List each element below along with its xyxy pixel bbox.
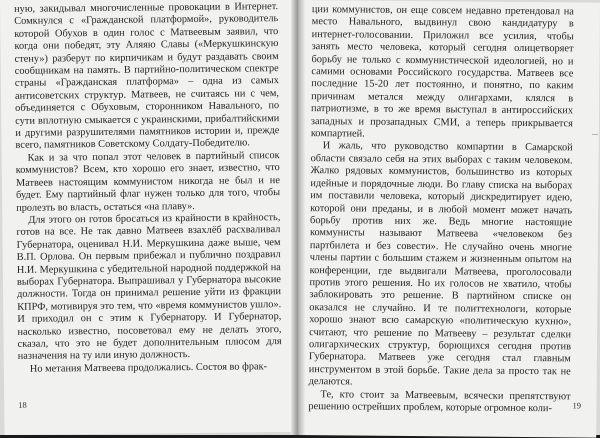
edge-mark: ... [592,128,598,137]
book-gutter [291,0,305,435]
right-page [296,0,600,438]
page-number-left: 18 [18,399,27,410]
left-page-text [14,1,282,376]
paragraph: И жаль, что руководство компартии в Самарской области связало себя на этих выборах с таким человеком. Жалко рядовых коммунистов, большинство из которых идейные и порядочные люди. Во главу списка на выборах им поставили человека, который дискредитирует идею, которой они преданы, и в любой момент может начать борьбу против них же. Ведь многие настоящие коммунисты называют Матвеева «человеком без партбилета и без совести». Не случайно очень многие члены партии с большим стажем и жизненным опытом на конференции, где выдвигали Матвеева, проголосовали против этого решения. Но их голосов не хватило, чтобы заблокировать это решение. В партийном списке он оказался не случайно. И те политтехнологи, которые хорошо знают всю самарскую «политическую кухню», считают, что решение по Матвееву – результат сделки олигархических структур, борющихся сегодня против Губернатора. Матвеев уже сегодня стал главным инструментом в этой борьбе. Такие дела за просто так не делаются. [308,140,573,388]
page-number-right: 19 [572,400,582,411]
paragraph: Но метания Матвеева продолжались. Состоя во фрак- [29,361,268,375]
left-page [0,0,301,435]
paragraph: ции коммунистов, он еще совсем недавно претендовал на место Навального, выдвинул свою кандидатуру в интернет-голосовании. Приложил все усилия, чтобы занять место человека, который сегодня олицетворяет борьбу не только с коммунистической идеологией, но и самими основами Российского государства. Матвеев все последние 15-20 лет постоянно, и понятно, по каким причинам метался между олигархами, клялся в патриотизме, в то же время выступал в антироссийских западных и прозападных СМИ, а теперь прикрывается компартией. [310,4,574,140]
paragraph: Как и за что попал этот человек в партийный список коммунистов? Всем, кто хорошо его знает, известно, что Матвеев настоящим коммунистом никогда не был и не будет. Ему партийный флаг нужен только для того, чтобы пролезть во власть, остаться «на плаву». [15,149,281,214]
paragraph: Для этого он готов бросаться из крайности в крайность, готов на все. Не так давно Матвеев взахлёб расхваливал Губернатора, оценивал Н.И. Меркушкина даже выше, чем В.П. Орлова. Он первым прибежал и публично поздравил Н.И. Меркушкина с убедительной народной поддержкой на выборах Губернатора. Выпрашивал у Губернатора высокие должности. Тогда он принимал решение уйти из фракции КПРФ, мотивируя это тем, что «время коммунистов ушло». И приходил он с этим к Губернатору. И Губернатор, насколько известно, посоветовал ему не делать этого, сказал, что это не будет дополнительным плюсом для назначения на ту или иную должность. [16,211,282,363]
right-page-text [308,4,574,416]
paragraph: Те, кто стоит за Матвеевым, всячески препятствуют решению острейших проблем, которые огромное коли- [308,388,571,415]
paragraph: ную, закидывал многочисленные провокации в Интернет. Сомкнулся с «Гражданской платформой», руководитель которой Обухов в один голос с Матвеевым заявил, что когда они победят, эту Аляяю Славы («Меркушкинскую стену») разберут по кирпичикам и будут раздавать своим сообщникам на память. В партийно-политическом спектре страны «Гражданская платформа» – одна из самых антисоветских структур. Матвеев, не считаясь ни с чем, объединяется с Обуховым, сторонником Навального, по сути вплотную смыкается с украинскими, прибалтийскими и другими разрушителями памятников истории и, прежде всего, памятников Советскому Солдату-Победителю. [14,1,280,152]
